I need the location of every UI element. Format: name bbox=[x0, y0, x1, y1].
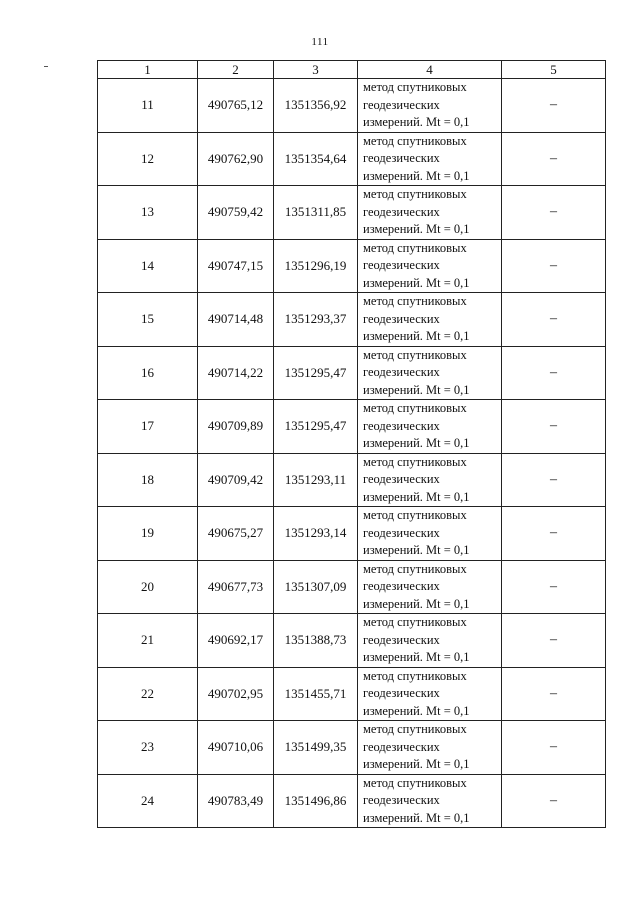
method-text-line: геодезических bbox=[363, 632, 440, 647]
x-coordinate-cell: 490692,17 bbox=[198, 614, 274, 668]
y-coordinate-cell: 1351295,47 bbox=[274, 346, 358, 400]
method-text-line: измерений. Mt = 0,1 bbox=[363, 436, 470, 450]
column-header: 1 bbox=[98, 61, 198, 79]
method-text-line: измерений. Mt = 0,1 bbox=[363, 543, 470, 557]
method-text-line: геодезических bbox=[363, 311, 440, 326]
point-number-cell: 17 bbox=[98, 400, 198, 454]
x-coordinate-cell: 490675,27 bbox=[198, 507, 274, 561]
scan-mark bbox=[44, 66, 48, 67]
description-cell: – bbox=[502, 132, 606, 186]
y-coordinate-cell: 1351354,64 bbox=[274, 132, 358, 186]
method-text-line: геодезических bbox=[363, 365, 440, 379]
method-text-line: метод спутниковых bbox=[363, 561, 467, 576]
method-text-line: измерений. Mt = 0,1 bbox=[363, 275, 470, 290]
point-number-cell: 13 bbox=[98, 186, 198, 240]
method-cell bbox=[358, 239, 502, 293]
method-text-line: измерений. Mt = 0,1 bbox=[363, 489, 470, 504]
x-coordinate-cell: 490714,48 bbox=[198, 293, 274, 347]
y-coordinate-cell: 1351388,73 bbox=[274, 614, 358, 668]
point-number-cell: 11 bbox=[98, 79, 198, 133]
table-row bbox=[98, 774, 606, 828]
table-row bbox=[98, 400, 606, 454]
method-text-line: измерений. Mt = 0,1 bbox=[363, 222, 470, 236]
method-text-line: геодезических bbox=[363, 686, 440, 700]
method-cell bbox=[358, 614, 502, 668]
method-text-line: измерений. Mt = 0,1 bbox=[363, 810, 470, 825]
column-header: 5 bbox=[502, 61, 606, 79]
column-header: 4 bbox=[358, 61, 502, 79]
method-text-line: метод спутниковых bbox=[363, 347, 467, 362]
method-cell bbox=[358, 774, 502, 828]
point-number-cell: 20 bbox=[98, 560, 198, 614]
y-coordinate-cell: 1351356,92 bbox=[274, 79, 358, 133]
description-cell: – bbox=[502, 667, 606, 721]
x-coordinate-cell: 490702,95 bbox=[198, 667, 274, 721]
method-text-line: измерений. Mt = 0,1 bbox=[363, 115, 470, 129]
table-body bbox=[98, 79, 606, 828]
method-text-line: метод спутниковых bbox=[363, 187, 467, 201]
description-cell: – bbox=[502, 560, 606, 614]
method-text-line: метод спутниковых bbox=[363, 240, 467, 255]
point-number-cell: 15 bbox=[98, 293, 198, 347]
method-text-line: геодезических bbox=[363, 151, 440, 165]
method-text-line: геодезических bbox=[363, 418, 440, 433]
y-coordinate-cell: 1351293,11 bbox=[274, 453, 358, 507]
table-row bbox=[98, 132, 606, 186]
method-text-line: измерений. Mt = 0,1 bbox=[363, 703, 470, 718]
method-text-line: измерений. Mt = 0,1 bbox=[363, 650, 470, 664]
method-text-line: метод спутниковых bbox=[363, 294, 467, 308]
point-number-cell: 22 bbox=[98, 667, 198, 721]
description-cell: – bbox=[502, 400, 606, 454]
y-coordinate-cell: 1351293,14 bbox=[274, 507, 358, 561]
x-coordinate-cell: 490677,73 bbox=[198, 560, 274, 614]
description-cell: – bbox=[502, 239, 606, 293]
method-text-line: геодезических bbox=[363, 525, 440, 540]
table-header-row bbox=[98, 61, 606, 79]
x-coordinate-cell: 490714,22 bbox=[198, 346, 274, 400]
point-number-cell: 14 bbox=[98, 239, 198, 293]
table-row bbox=[98, 346, 606, 400]
method-text-line: метод спутниковых bbox=[363, 722, 467, 736]
x-coordinate-cell: 490783,49 bbox=[198, 774, 274, 828]
method-text-line: измерений. Mt = 0,1 bbox=[363, 757, 470, 771]
point-number-cell: 23 bbox=[98, 721, 198, 775]
table-row bbox=[98, 560, 606, 614]
point-number-cell: 16 bbox=[98, 346, 198, 400]
point-number-cell: 21 bbox=[98, 614, 198, 668]
column-header: 2 bbox=[198, 61, 274, 79]
point-number-cell: 24 bbox=[98, 774, 198, 828]
description-cell: – bbox=[502, 346, 606, 400]
method-text-line: метод спутниковых bbox=[363, 508, 467, 522]
y-coordinate-cell: 1351311,85 bbox=[274, 186, 358, 240]
description-cell: – bbox=[502, 293, 606, 347]
method-cell bbox=[358, 507, 502, 561]
method-cell bbox=[358, 453, 502, 507]
table-row bbox=[98, 721, 606, 775]
x-coordinate-cell: 490709,89 bbox=[198, 400, 274, 454]
method-text-line: метод спутниковых bbox=[363, 615, 467, 629]
method-text-line: метод спутниковых bbox=[363, 80, 467, 94]
page-number: 111 bbox=[311, 36, 329, 48]
method-text-line: геодезических bbox=[363, 793, 440, 807]
method-text-line: метод спутниковых bbox=[363, 775, 467, 790]
point-number-cell: 12 bbox=[98, 132, 198, 186]
x-coordinate-cell: 490759,42 bbox=[198, 186, 274, 240]
x-coordinate-cell: 490762,90 bbox=[198, 132, 274, 186]
table-row bbox=[98, 186, 606, 240]
method-cell bbox=[358, 186, 502, 240]
method-text-line: измерений. Mt = 0,1 bbox=[363, 168, 470, 183]
description-cell: – bbox=[502, 721, 606, 775]
method-cell bbox=[358, 293, 502, 347]
method-text-line: геодезических bbox=[363, 739, 440, 754]
method-text-line: геодезических bbox=[363, 204, 440, 219]
y-coordinate-cell: 1351293,37 bbox=[274, 293, 358, 347]
coordinates-table bbox=[97, 60, 606, 828]
method-text-line: геодезических bbox=[363, 472, 440, 486]
table-row bbox=[98, 293, 606, 347]
method-text-line: геодезических bbox=[363, 579, 440, 593]
y-coordinate-cell: 1351295,47 bbox=[274, 400, 358, 454]
table-row bbox=[98, 507, 606, 561]
description-cell: – bbox=[502, 186, 606, 240]
method-cell bbox=[358, 132, 502, 186]
y-coordinate-cell: 1351455,71 bbox=[274, 667, 358, 721]
description-cell: – bbox=[502, 453, 606, 507]
x-coordinate-cell: 490747,15 bbox=[198, 239, 274, 293]
method-text-line: измерений. Mt = 0,1 bbox=[363, 329, 470, 343]
y-coordinate-cell: 1351307,09 bbox=[274, 560, 358, 614]
x-coordinate-cell: 490710,06 bbox=[198, 721, 274, 775]
x-coordinate-cell: 490709,42 bbox=[198, 453, 274, 507]
method-cell bbox=[358, 346, 502, 400]
method-text-line: метод спутниковых bbox=[363, 668, 467, 683]
description-cell: – bbox=[502, 774, 606, 828]
y-coordinate-cell: 1351496,86 bbox=[274, 774, 358, 828]
method-text-line: измерений. Mt = 0,1 bbox=[363, 382, 470, 397]
method-cell bbox=[358, 667, 502, 721]
point-number-cell: 19 bbox=[98, 507, 198, 561]
y-coordinate-cell: 1351296,19 bbox=[274, 239, 358, 293]
description-cell: – bbox=[502, 79, 606, 133]
method-text-line: метод спутниковых bbox=[363, 133, 467, 148]
method-text-line: метод спутниковых bbox=[363, 401, 467, 415]
method-text-line: геодезических bbox=[363, 97, 440, 112]
table-row bbox=[98, 667, 606, 721]
method-cell bbox=[358, 560, 502, 614]
method-cell bbox=[358, 721, 502, 775]
table-row bbox=[98, 79, 606, 133]
table-row bbox=[98, 453, 606, 507]
method-cell bbox=[358, 79, 502, 133]
x-coordinate-cell: 490765,12 bbox=[198, 79, 274, 133]
y-coordinate-cell: 1351499,35 bbox=[274, 721, 358, 775]
method-text-line: геодезических bbox=[363, 258, 440, 272]
method-cell bbox=[358, 400, 502, 454]
method-text-line: измерений. Mt = 0,1 bbox=[363, 596, 470, 611]
description-cell: – bbox=[502, 614, 606, 668]
description-cell: – bbox=[502, 507, 606, 561]
point-number-cell: 18 bbox=[98, 453, 198, 507]
method-text-line: метод спутниковых bbox=[363, 454, 467, 469]
column-header: 3 bbox=[274, 61, 358, 79]
table-row bbox=[98, 614, 606, 668]
table-row bbox=[98, 239, 606, 293]
